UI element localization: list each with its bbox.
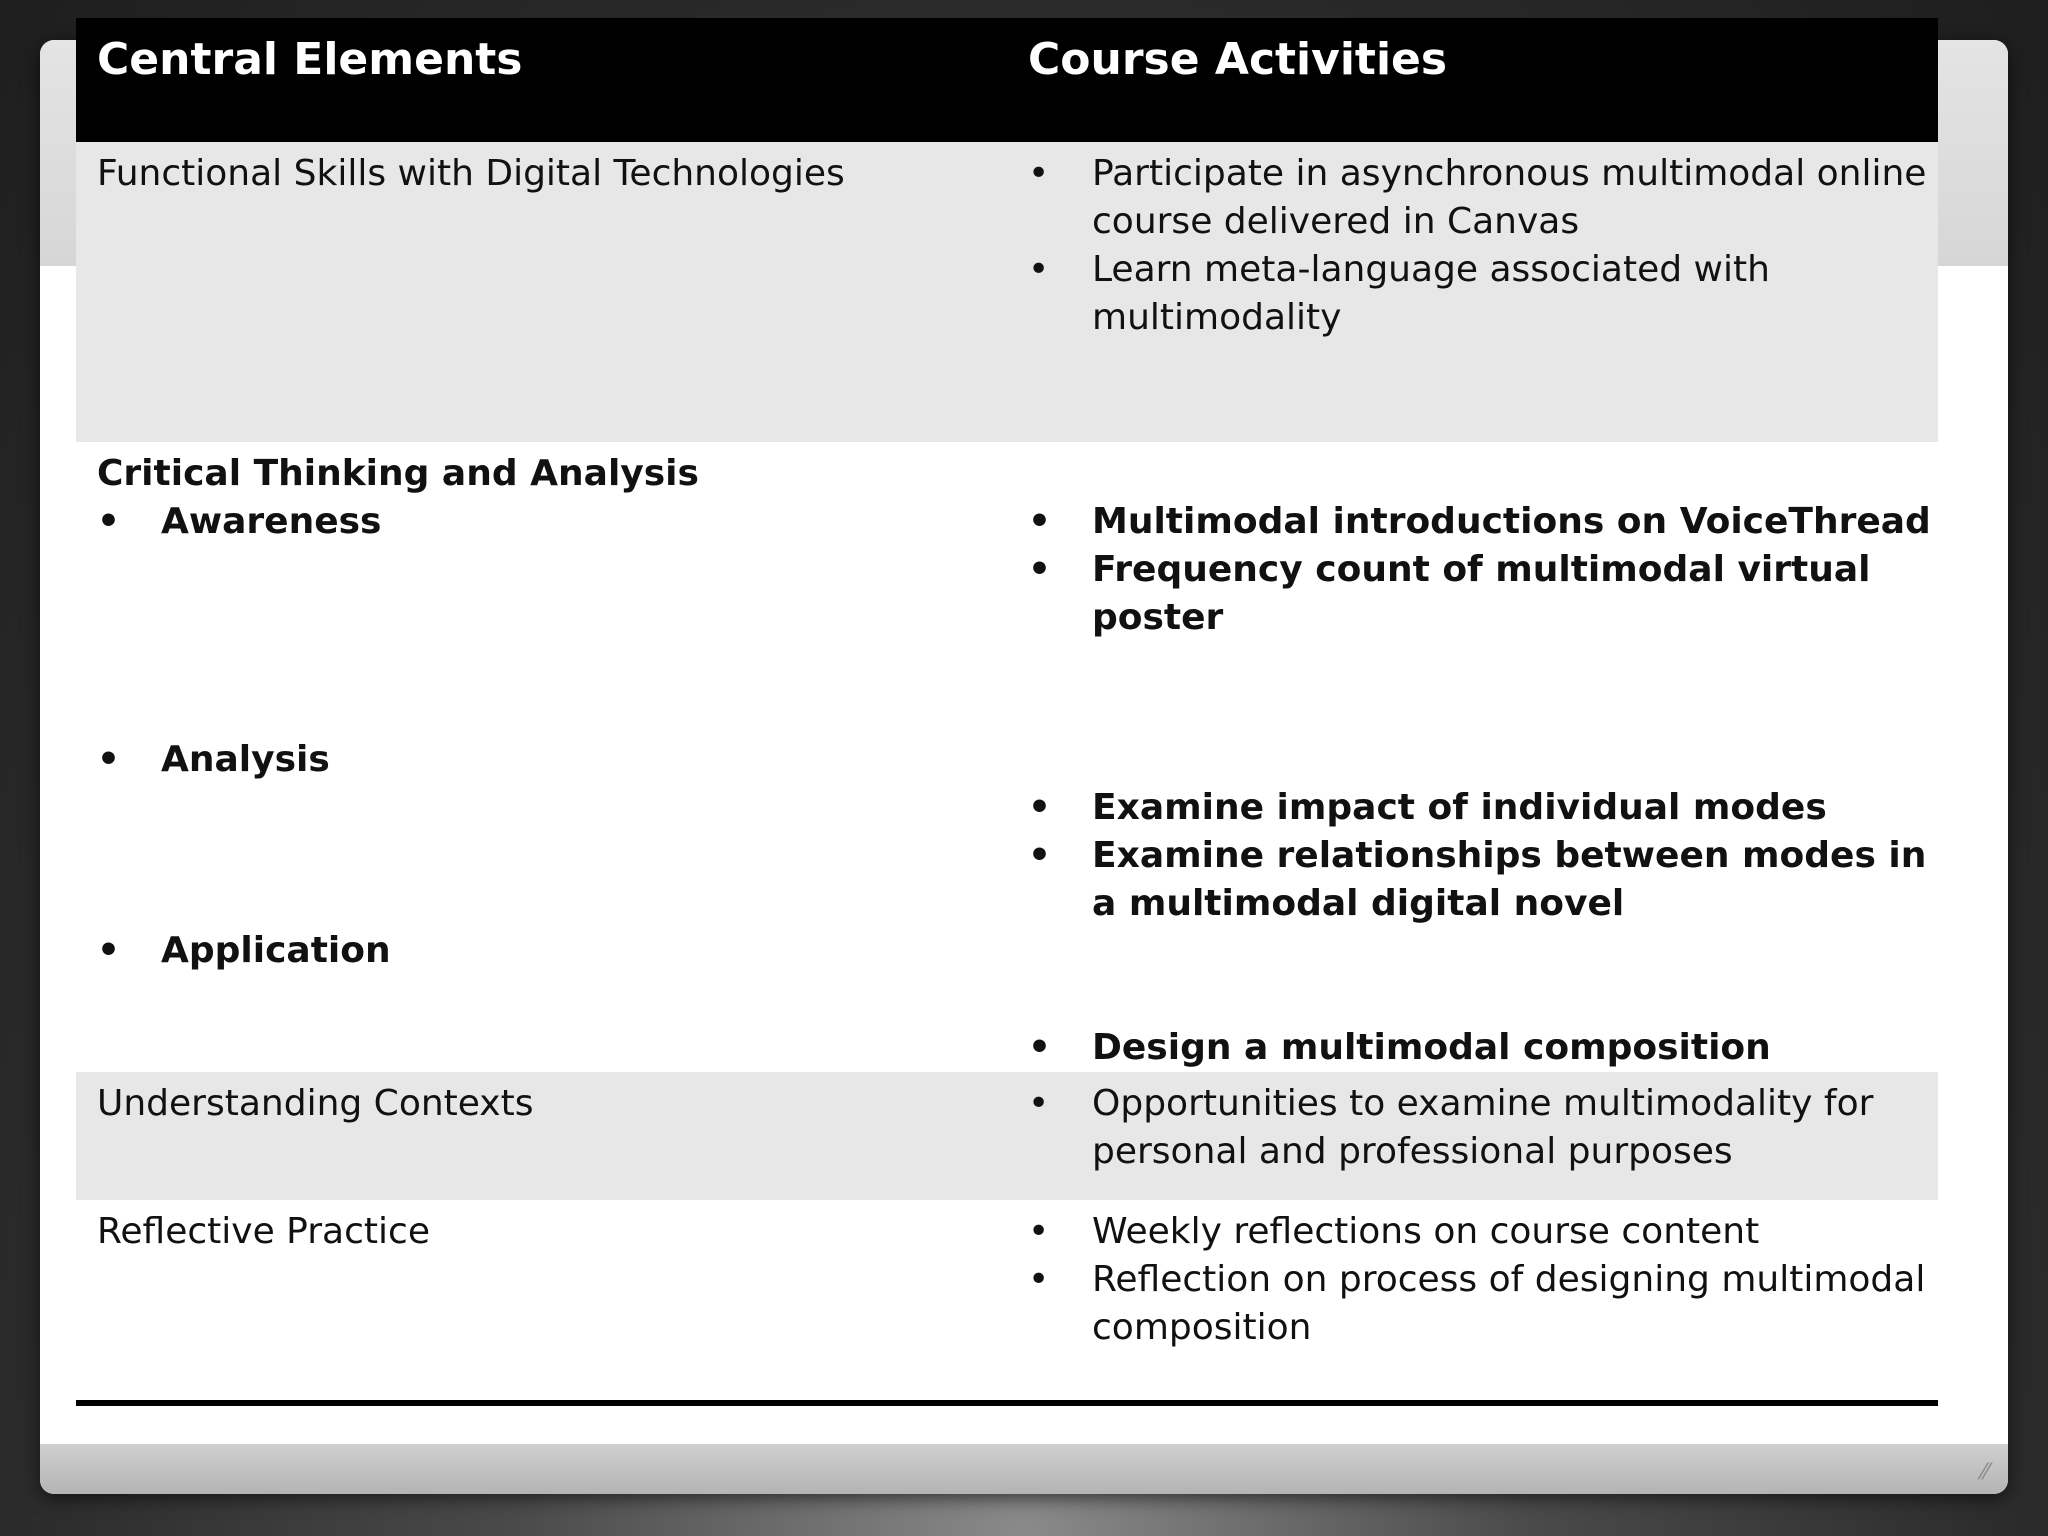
header-central-elements: Central Elements [97,34,523,85]
list-item [1028,1256,1938,1352]
bullet-icon: • [1028,1083,1050,1124]
element-label: Functional Skills with Digital Technologies [97,153,845,194]
activities-cell [1007,1072,1938,1200]
central-elements-table [76,18,1938,1414]
bullet-icon: • [97,739,121,780]
activity-text: Learn meta-language associated with multimodality [1092,249,1770,338]
table-row [76,1072,1938,1200]
activity-text: Reflection on process of designing multimodal composition [1092,1259,1926,1348]
activity-text: Participate in asynchronous multimodal online course delivered in Canvas [1092,153,1927,242]
list-item [97,927,1007,975]
element-cell [76,1200,1007,1414]
table-bottom-rule [76,1400,1938,1406]
table-header-row [76,18,1938,142]
list-item [1028,498,1938,546]
sub-element-label: Application [161,930,391,971]
bullet-icon: • [97,501,121,542]
activity-text: Frequency count of multimodal virtual poster [1092,549,1871,638]
list-item [1028,1080,1938,1176]
list-item [97,498,1007,546]
activity-list [1028,1208,1938,1352]
resize-grip-icon[interactable]: ⁄⁄ [1981,1460,1989,1485]
spacer [1028,450,1938,498]
bullet-icon: • [97,930,121,971]
activity-list [1028,498,1938,642]
list-item [1028,1024,1938,1072]
sub-element-list [97,927,1007,975]
bullet-icon: • [1028,1027,1052,1068]
activity-list [1028,784,1938,928]
element-cell [76,442,1007,1072]
list-item [1028,150,1938,246]
element-label: Reflective Practice [97,1211,430,1252]
list-item [1028,784,1938,832]
activity-text: Examine impact of individual modes [1092,787,1827,828]
frame-bottom-bar [40,1444,2008,1494]
element-cell [76,1072,1007,1200]
sub-element-list [97,736,1007,784]
table-row [76,142,1938,442]
spacer [1028,928,1938,1024]
bullet-icon: • [1028,835,1052,876]
list-item [97,736,1007,784]
header-course-activities: Course Activities [1028,34,1448,85]
activity-text: Design a multimodal composition [1092,1027,1771,1068]
bullet-icon: • [1028,787,1052,828]
list-item [1028,1208,1938,1256]
activity-text: Weekly reflections on course content [1092,1211,1760,1252]
activity-text: Multimodal introductions on VoiceThread [1092,501,1931,542]
activities-cell [1007,442,1938,1072]
activity-text: Opportunities to examine multimodality for personal and professional purposes [1092,1083,1874,1172]
activity-list [1028,1024,1938,1072]
sub-element-list [97,498,1007,546]
sub-element-label: Awareness [161,501,382,542]
list-item [1028,546,1938,642]
spacer [97,784,1007,927]
bullet-icon: • [1028,501,1052,542]
spacer [97,546,1007,736]
element-label: Critical Thinking and Analysis [97,453,699,494]
element-label: Understanding Contexts [97,1083,534,1124]
bullet-icon: • [1028,1211,1050,1252]
activity-list [1028,150,1938,342]
bullet-icon: • [1028,249,1050,290]
bullet-icon: • [1028,1259,1050,1300]
activity-text: Examine relationships between modes in a multimodal digital novel [1092,835,1927,924]
activity-list [1028,1080,1938,1176]
table-row [76,442,1938,1072]
list-item [1028,246,1938,342]
bullet-icon: • [1028,153,1050,194]
list-item [1028,832,1938,928]
activities-cell [1007,1200,1938,1414]
table-row [76,1200,1938,1414]
activities-cell [1007,142,1938,442]
sub-element-label: Analysis [161,739,330,780]
spacer [1028,642,1938,784]
bullet-icon: • [1028,549,1052,590]
element-cell [76,142,1007,442]
